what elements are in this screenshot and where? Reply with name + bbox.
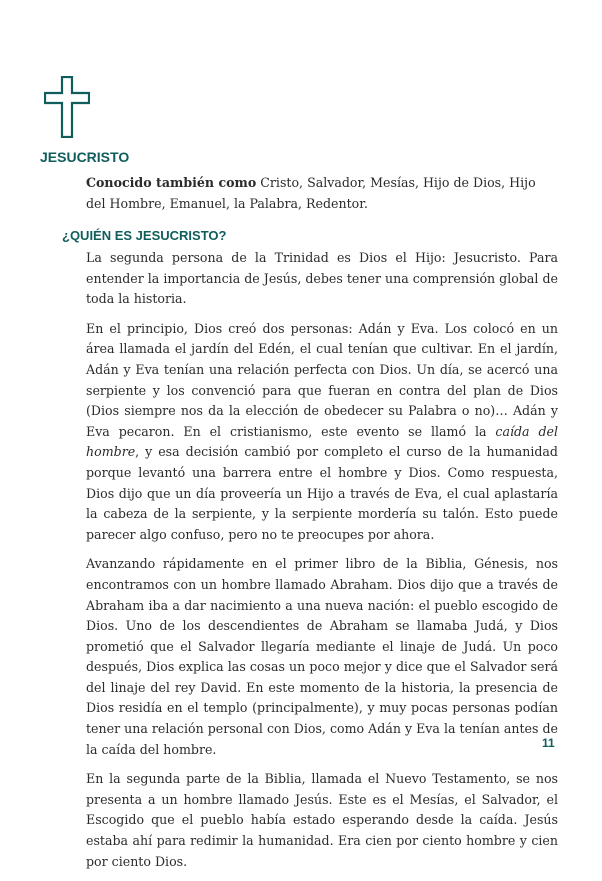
also-known-as-text: Cristo, Salvador, Mesías, Hijo de Dios, Hijo del Hombre, Emanuel, la Palabra, Redentor. [86, 175, 536, 211]
paragraph-2 [86, 319, 558, 546]
also-known-as-label: Conocido también como [86, 175, 257, 190]
paragraph-2-part-a: En el principio, Dios creó dos personas: Adán y Eva. Los colocó en un área llamada el jardín del Edén, el cual tenían que cultivar. En el jardín, Adán y Eva tenían una relación perfecta con Dios. Un día, se acercó una serpiente y los convenció para que fueran en contra del plan de Dios (Dios siempre nos da la elección de obedecer su Palabra o no)… Adán y Eva pecaron. En el cristianismo, este evento se llamó la [86, 320, 558, 439]
paragraph-2-part-b: , y esa decisión cambió por completo el curso de la humanidad porque levantó una barrera entre el hombre y Dios. Como respuesta, Dios dijo que un día proveería un Hijo a través de Eva, el cual aplastaría la cabeza de la serpiente, y la serpiente mordería su talón. Esto puede parecer algo confuso, pero no te preocupes por ahora. [86, 444, 558, 542]
subheading: ¿QUIÉN ES JESUCRISTO? [62, 228, 227, 243]
body-text [86, 248, 558, 881]
section-title: JESUCRISTO [40, 149, 130, 165]
also-known-as [86, 172, 556, 214]
paragraph-1: La segunda persona de la Trinidad es Dios el Hijo: Jesucristo. Para entender la importancia de Jesús, debes tener una comprensión global de toda la historia. [86, 250, 558, 307]
paragraph-4: En la segunda parte de la Biblia, llamada el Nuevo Testamento, se nos presenta a un hombre llamado Jesús. Este es el Mesías, el Salvador, el Escogido que el pueblo había estado esperando desde la caída. Jesús estaba ahí para redimir la humanidad. Era cien por ciento hombre y cien por ciento Dios. [86, 771, 558, 869]
page-number: 11 [542, 736, 555, 750]
paragraph-3: Avanzando rápidamente en el primer libro de la Biblia, Génesis, nos encontramos con un hombre llamado Abraham. Dios dijo que a través de Abraham iba a dar nacimiento a una nueva nación: el pueblo escogido de Dios. Uno de los descendientes de Abraham se llamaba Judá, y Dios prometió que el Salvador llegaría mediante el linaje de Judá. Un poco después, Dios explica las cosas un poco mejor y dice que el Salvador será del linaje del rey David. En este momento de la historia, la presencia de Dios residía en el templo (principalmente), y muy pocas personas podían tener una relación personal con Dios, como Adán y Eva la tenían antes de la caída del hombre. [86, 556, 558, 757]
cross-icon [44, 76, 90, 138]
paragraph-2-emphasis: caída del hombre [86, 423, 558, 460]
